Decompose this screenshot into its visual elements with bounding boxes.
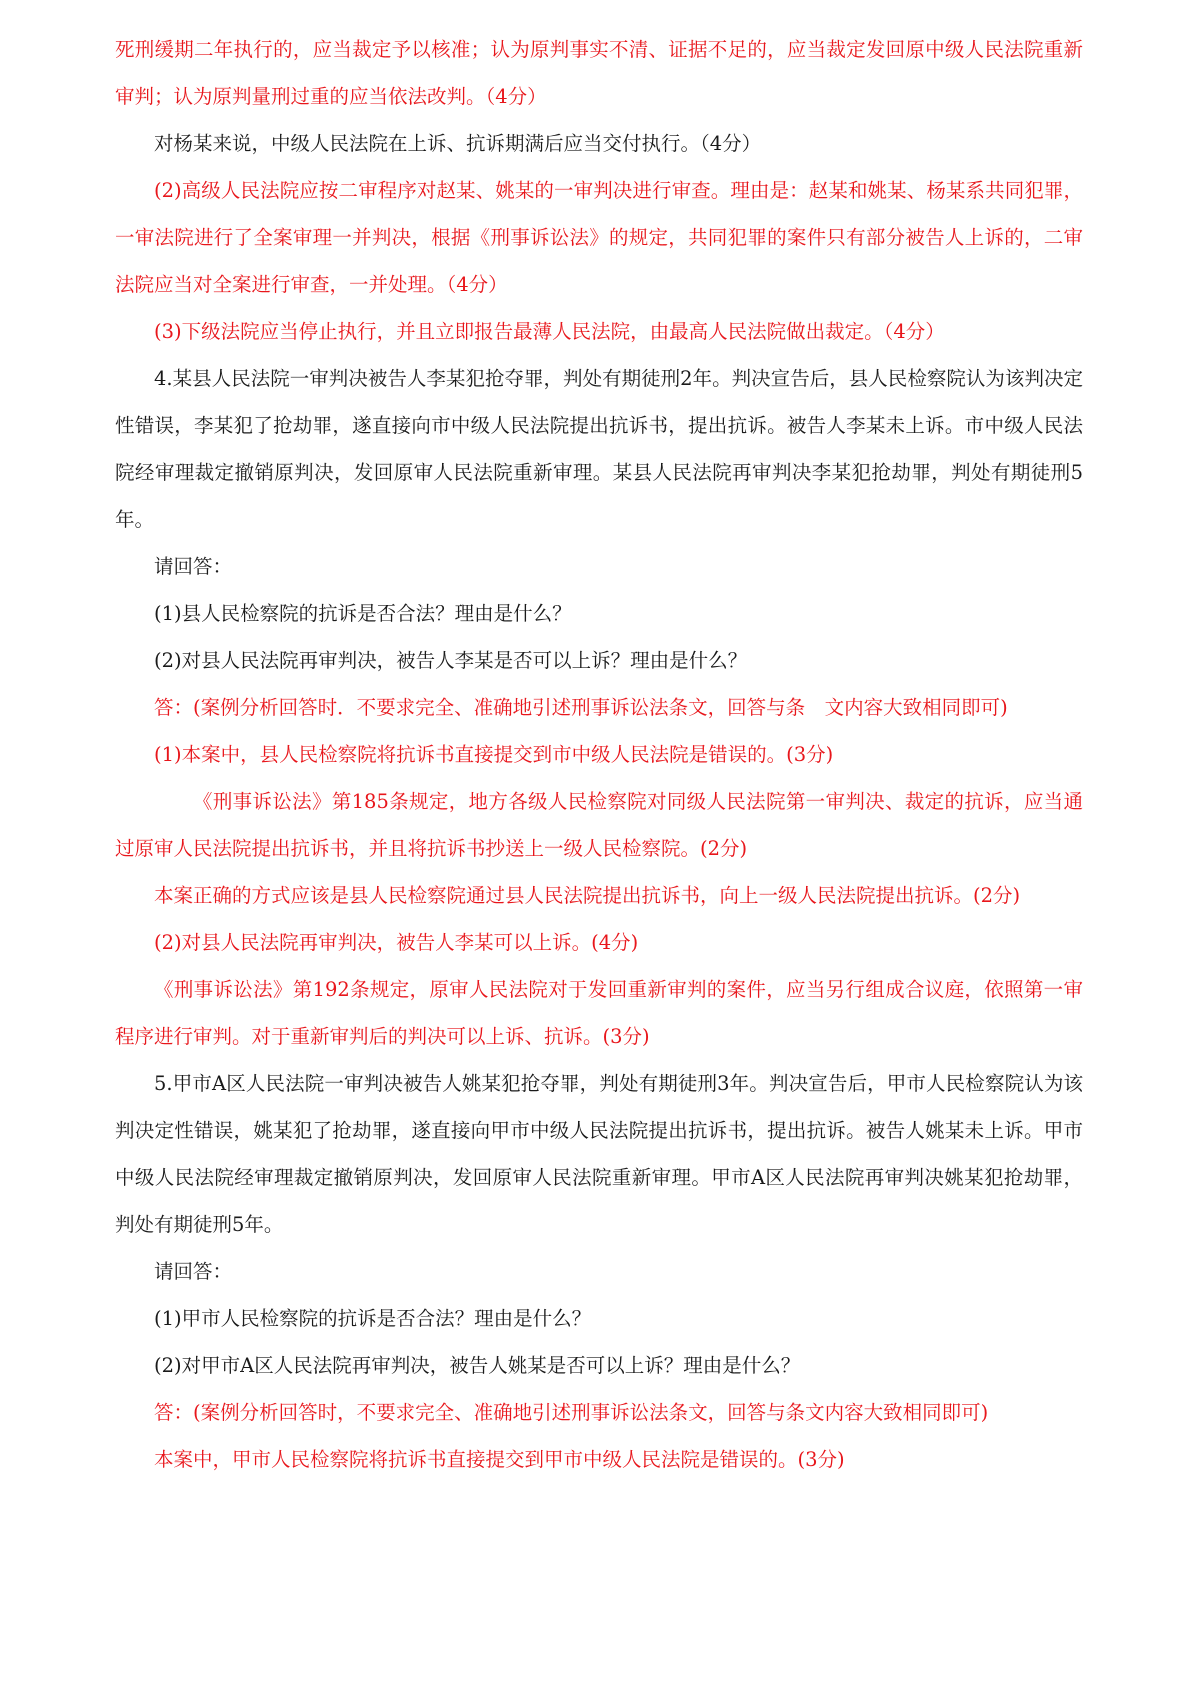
answer-paragraph-2-second-instance: (2)高级人民法院应按二审程序对赵某、姚某的一审判决进行审查。理由是：赵某和姚某、杨某系共同犯罪，一审法院进行了全案审理一并判决，根据《刑事诉讼法》的规定，共同犯罪的案件只有部分被告人上诉的，二审法院应当对全案进行审查，一并处理。（4分） [115,179,1083,296]
case-5-prompt: 请回答： [154,1260,233,1283]
case-5-description: 5.甲市A区人民法院一审判决被告人姚某犯抢夺罪，判处有期徒刑3年。判决宣告后，甲市人民检察院认为该判决定性错误，姚某犯了抢劫罪，遂直接向甲市中级人民法院提出抗诉书，提出抗诉。被告人姚某未上诉。甲市中级人民法院经审理裁定撤销原判决，发回原审人民法院重新审理。甲市A区人民法院再审判决姚某犯抢劫罪，判处有期徒刑5年。 [115,1072,1083,1236]
case-4-answer-1-correct-way: 本案正确的方式应该是县人民检察院通过县人民法院提出抗诉书，向上一级人民法院提出抗诉。(2分) [154,884,1021,907]
case-4-answer-2-article-192: 《刑事诉讼法》第192条规定，原审人民法院对于发回重新审判的案件，应当另行组成合议庭，依照第一审程序进行审判。对于重新审判后的判决可以上诉、抗诉。(3分) [115,978,1083,1048]
answer-paragraph-death-penalty-review: 死刑缓期二年执行的，应当裁定予以核准；认为原判事实不清、证据不足的，应当裁定发回原中级人民法院重新审判；认为原判量刑过重的应当依法改判。（4分） [115,38,1083,108]
case-4-answer-1-article-185: 《刑事诉讼法》第185条规定，地方各级人民检察院对同级人民法院第一审判决、裁定的抗诉，应当通过原审人民法院提出抗诉书，并且将抗诉书抄送上一级人民检察院。(2分) [115,790,1083,860]
case-4-question-2: (2)对县人民法院再审判决，被告人李某是否可以上诉？理由是什么？ [154,649,748,672]
answer-paragraph-3-stop-execution: (3)下级法院应当停止执行，并且立即报告最薄人民法院，由最高人民法院做出裁定。（4分） [154,320,945,343]
case-4-question-1: (1)县人民检察院的抗诉是否合法？理由是什么？ [154,602,572,625]
case-4-answer-2: (2)对县人民法院再审判决，被告人李某可以上诉。(4分) [154,931,639,954]
case-5-question-2: (2)对甲市A区人民法院再审判决，被告人姚某是否可以上诉？理由是什么？ [154,1354,801,1377]
case-5-answer-note: 答：(案例分析回答时，不要求完全、准确地引述刑事诉讼法条文，回答与条文内容大致相同即可) [154,1401,989,1424]
case-4-answer-1: (1)本案中，县人民检察院将抗诉书直接提交到市中级人民法院是错误的。(3分) [154,743,834,766]
paragraph-yang-execution: 对杨某来说，中级人民法院在上诉、抗诉期满后应当交付执行。（4分） [154,132,762,155]
case-4-answer-note: 答：(案例分析回答时．不要求完全、准确地引述刑事诉讼法条文，回答与条 文内容大致相同即可) [154,696,1008,719]
case-5-answer-1: 本案中，甲市人民检察院将抗诉书直接提交到甲市中级人民法院是错误的。(3分) [154,1448,845,1471]
case-4-description: 4.某县人民法院一审判决被告人李某犯抢夺罪，判处有期徒刑2年。判决宣告后，县人民检察院认为该判决定性错误，李某犯了抢劫罪，遂直接向市中级人民法院提出抗诉书，提出抗诉。被告人李某未上诉。市中级人民法院经审理裁定撤销原判决，发回原审人民法院重新审理。某县人民法院再审判决李某犯抢劫罪，判处有期徒刑5年。 [115,367,1083,531]
case-5-question-1: (1)甲市人民检察院的抗诉是否合法？理由是什么？ [154,1307,592,1330]
case-4-prompt: 请回答： [154,555,233,578]
